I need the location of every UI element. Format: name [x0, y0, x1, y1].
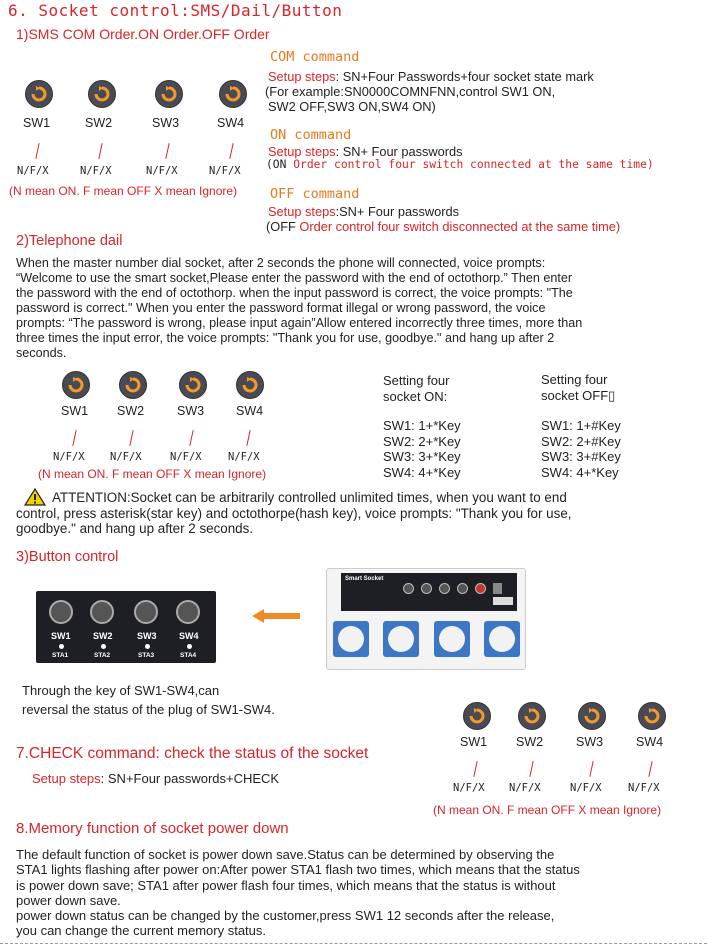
bottom-divider — [0, 943, 707, 944]
text-line: goodbye." and hang up after 2 seconds. — [16, 521, 254, 536]
pointer-line — [246, 430, 250, 446]
on-command-title: ON command — [270, 127, 352, 143]
on-key-heading — [383, 373, 450, 404]
switch-label: SW3 — [576, 735, 604, 749]
text-line: control, press asterisk(star key) and octothorpe(hash key), voice prompts: "Thank you for use, — [16, 505, 572, 521]
switch-label: SW4 — [236, 404, 264, 418]
sms-heading: 1)SMS COM Order.ON Order.OFF Order — [16, 26, 270, 42]
memory-paragraph — [16, 847, 580, 939]
key-item: SW2: 2+*Key — [383, 433, 461, 449]
key-item: SW1: 1+#Key — [541, 418, 621, 433]
pointer-line — [589, 761, 593, 777]
state-legend: (N mean ON. F mean OFF X mean Ignore) — [38, 467, 267, 481]
on-steps — [268, 144, 463, 159]
switch-knob-icon — [578, 702, 606, 730]
state-mark: N/F/X — [53, 451, 85, 463]
on-key-list — [383, 418, 461, 480]
status-led — [101, 644, 106, 649]
switch-knob-icon — [62, 371, 90, 399]
text-line: “Welcome to use the smart socket,Please enter the password with the end of octothorp.” Then enter — [16, 271, 573, 285]
steps-text: : SN+ Four passwords — [335, 144, 463, 159]
switch-knob-icon — [179, 371, 207, 399]
desc-text: Order control four switch connected at the same time) — [293, 158, 654, 171]
check-steps — [32, 771, 279, 786]
device-button — [403, 583, 414, 594]
key-item: SW4: 4+*Key — [383, 464, 461, 480]
panel-button-sw2[interactable] — [90, 600, 114, 624]
device-button — [457, 583, 468, 594]
power-button — [475, 583, 486, 594]
switch-knob-icon — [119, 371, 147, 399]
text-line: you can change the current memory status. — [16, 923, 267, 939]
device-label: Smart Socket — [345, 576, 384, 582]
panel-button-sw1[interactable] — [49, 600, 73, 624]
pointer-line — [473, 761, 477, 777]
state-legend: (N mean ON. F mean OFF X mean Ignore) — [433, 803, 662, 817]
example-text: (For example: — [265, 84, 344, 99]
outlet-icon — [484, 621, 520, 657]
desc-prefix: (ON — [266, 158, 294, 171]
text-line: reversal the status of the plug of SW1-SW4. — [22, 702, 275, 717]
switch-label: SW2 — [85, 116, 113, 130]
switch-knob-icon — [638, 702, 666, 730]
tel-heading: 2)Telephone dail — [16, 233, 123, 249]
com-example-line2: SW2 OFF,SW3 ON,SW4 ON) — [268, 99, 436, 114]
attention-text — [16, 490, 572, 537]
panel-label: SW1 — [51, 631, 71, 641]
panel-sta-label: STA2 — [94, 652, 111, 659]
example-state: NFNN — [420, 84, 456, 99]
text-line: Setting four — [541, 372, 608, 387]
switch-label: SW4 — [217, 116, 245, 130]
switch-knob-icon — [463, 702, 491, 730]
pointer-line — [129, 430, 133, 446]
switch-label: SW3 — [152, 116, 180, 130]
text-line: Through the key of SW1-SW4,can — [22, 683, 220, 698]
state-legend: (N mean ON. F mean OFF X mean Ignore) — [9, 184, 238, 198]
pointer-line — [35, 143, 39, 159]
example-code: SN0000COM — [343, 84, 421, 99]
text-line: Setting four — [383, 373, 450, 388]
switch-label: SW3 — [177, 404, 205, 418]
example-text: ,control SW1 ON, — [455, 84, 556, 99]
text-line: STA1 lights flashing after power on:After power STA1 flash two times, which means that the status — [16, 862, 580, 878]
state-mark: N/F/X — [17, 165, 49, 177]
state-mark: N/F/X — [453, 782, 485, 794]
off-desc — [266, 219, 620, 234]
off-key-list — [541, 418, 621, 480]
steps-label: Setup steps — [268, 69, 336, 84]
steps-label: Setup steps — [32, 771, 101, 786]
sim-slot — [493, 583, 502, 594]
state-mark: N/F/X — [209, 165, 241, 177]
text-line: password is correct." When you enter the password format illegal or wrong password, the voice — [16, 301, 546, 315]
com-example-line1 — [265, 84, 555, 99]
state-mark: N/F/X — [570, 782, 602, 794]
switch-label: SW2 — [117, 404, 145, 418]
text-line: socket ON: — [383, 388, 448, 404]
switch-knob-icon — [518, 702, 546, 730]
ce-mark — [493, 597, 513, 605]
pointer-line — [72, 430, 76, 446]
text-line: power down save. — [16, 892, 121, 908]
arrow-left-icon — [252, 609, 300, 623]
text-line: three times the input error, the voice prompts: "Thank you for use, goodbye." and hang up after 2 — [16, 331, 555, 345]
com-command-title: COM command — [270, 49, 360, 65]
switch-label: SW1 — [61, 404, 89, 418]
pointer-line — [529, 761, 533, 777]
panel-label: SW3 — [137, 631, 157, 641]
state-mark: N/F/X — [80, 165, 112, 177]
key-item: SW2: 2+#Key — [541, 433, 621, 449]
status-led — [59, 644, 64, 649]
state-mark: N/F/X — [110, 451, 142, 463]
state-mark: N/F/X — [228, 451, 260, 463]
pointer-line — [189, 430, 193, 446]
tel-paragraph — [16, 256, 582, 361]
state-mark: N/F/X — [146, 165, 178, 177]
steps-text: : SN+Four passwords+CHECK — [100, 771, 280, 786]
desc-text: Order control four switch disconnected at the same time) — [299, 219, 621, 234]
steps-label: Setup steps — [268, 144, 336, 159]
outlet-icon — [383, 621, 419, 657]
steps-text: :SN+ Four passwords — [335, 204, 459, 219]
button-panel — [36, 591, 216, 663]
check-heading: 7.CHECK command: check the status of the socket — [16, 745, 369, 762]
switch-label: SW1 — [23, 116, 51, 130]
button-desc — [22, 681, 275, 719]
outlet-icon — [434, 621, 470, 657]
text-line: is power down save; STA1 after power flash four times, which means that the status is without — [16, 877, 556, 893]
button-heading: 3)Button control — [16, 549, 119, 565]
text-line: seconds. — [16, 346, 67, 360]
status-led — [145, 644, 150, 649]
switch-knob-icon — [25, 80, 53, 108]
pointer-line — [229, 143, 233, 159]
status-led — [187, 644, 192, 649]
panel-button-sw3[interactable] — [134, 600, 158, 624]
smart-socket-device — [326, 568, 526, 670]
page-title: 6. Socket control:SMS/Dail/Button — [8, 1, 343, 20]
switch-knob-icon — [88, 80, 116, 108]
text-line: prompts: “The password is wrong, please input again”Allow entered incorrectly three times, more than — [16, 316, 583, 330]
text-line: power down status can be changed by the customer,press SW1 12 seconds after the release, — [16, 908, 555, 924]
text-line: the password with the end of octothorp. when the input password is correct, the voice prompts: "The — [16, 286, 573, 300]
state-mark: N/F/X — [170, 451, 202, 463]
device-panel — [341, 573, 517, 611]
text-line: ATTENTION:Socket can be arbitrarily controlled unlimited times, when you want to end — [52, 490, 567, 505]
key-item: SW3: 3+*Key — [383, 449, 461, 464]
state-mark: N/F/X — [628, 782, 660, 794]
switch-knob-icon — [155, 80, 183, 108]
switch-knob-icon — [236, 371, 264, 399]
steps-text: : SN+Four Passwords+four socket state mark — [335, 69, 594, 84]
panel-button-sw4[interactable] — [176, 600, 200, 624]
off-command-title: OFF command — [270, 186, 360, 202]
key-item: SW1: 1+*Key — [383, 418, 461, 433]
panel-sta-label: STA4 — [180, 652, 197, 659]
on-desc — [266, 158, 654, 171]
off-key-heading — [541, 372, 615, 403]
text-line: socket OFF▯ — [541, 387, 616, 403]
panel-sta-label: STA1 — [52, 652, 69, 659]
text-line: The default function of socket is power down save.Status can be determined by observing the — [16, 847, 555, 862]
device-button — [421, 583, 432, 594]
switch-knob-icon — [219, 80, 247, 108]
memory-heading: 8.Memory function of socket power down — [16, 820, 289, 837]
steps-label: Setup steps — [268, 204, 336, 219]
panel-label: SW2 — [93, 631, 113, 641]
desc-prefix: (OFF — [266, 219, 300, 234]
device-button — [439, 583, 450, 594]
switch-label: SW2 — [516, 735, 544, 749]
panel-sta-label: STA3 — [138, 652, 155, 659]
state-mark: N/F/X — [509, 782, 541, 794]
com-steps — [268, 69, 594, 84]
switch-label: SW4 — [636, 735, 664, 749]
outlet-icon — [333, 621, 369, 657]
panel-label: SW4 — [179, 631, 199, 641]
pointer-line — [98, 143, 102, 159]
pointer-line — [165, 143, 169, 159]
key-item: SW4: 4+*Key — [541, 464, 619, 480]
text-line: When the master number dial socket, after 2 seconds the phone will connected, voice prompts: — [16, 256, 546, 270]
off-steps — [268, 204, 459, 219]
pointer-line — [648, 761, 652, 777]
key-item: SW3: 3+#Key — [541, 449, 621, 464]
switch-label: SW1 — [460, 735, 488, 749]
